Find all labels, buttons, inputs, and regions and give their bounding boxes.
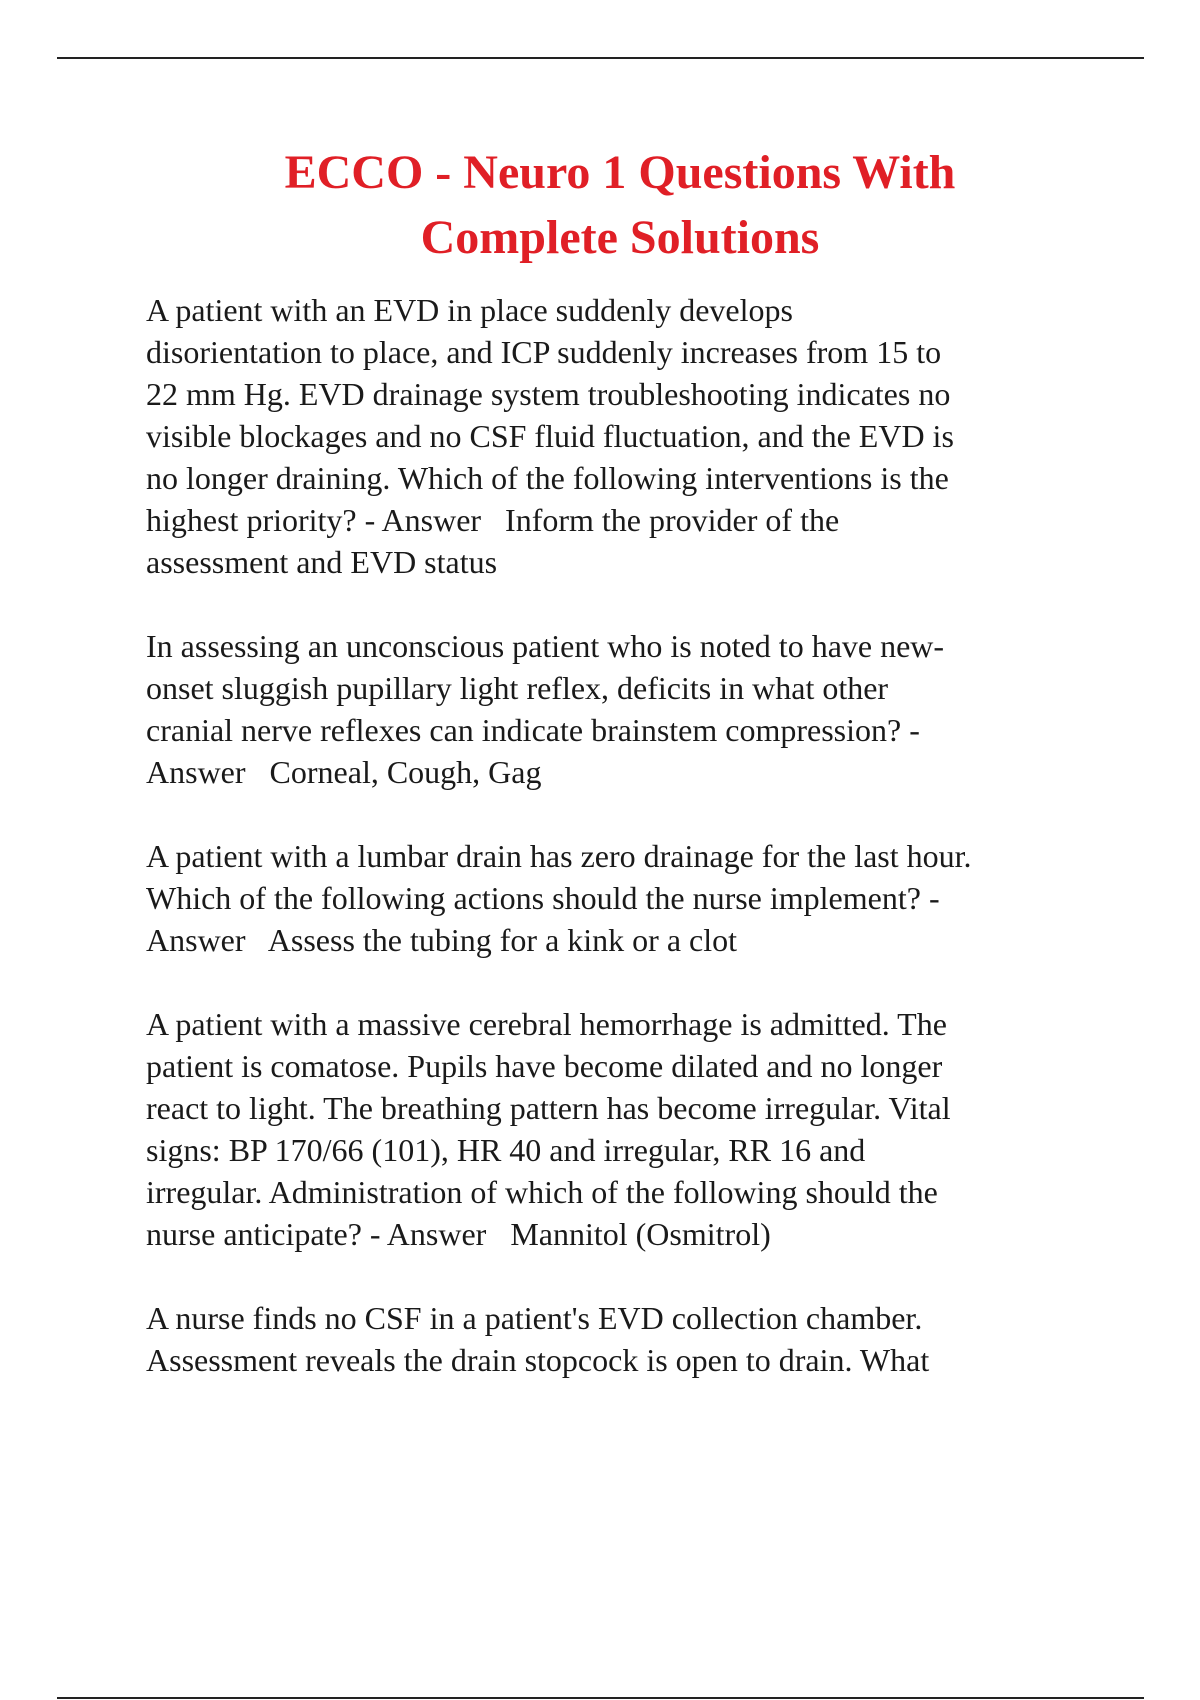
- qa-item-2: [146, 625, 1146, 793]
- qa-line: disorientation to place, and ICP suddenly increases from 15 to: [146, 334, 942, 370]
- qa-line: cranial nerve reflexes can indicate brainstem compression? -: [146, 712, 920, 748]
- qa-line: patient is comatose. Pupils have become dilated and no longer: [146, 1048, 943, 1084]
- title-line-2: Complete Solutions: [420, 211, 820, 264]
- qa-line: A patient with a massive cerebral hemorrhage is admitted. The: [146, 1006, 947, 1042]
- qa-line: highest priority? - Answer Inform the provider of the: [146, 502, 840, 538]
- bottom-divider: [57, 1697, 1144, 1699]
- qa-item-4: [146, 1003, 1146, 1255]
- qa-line: irregular. Administration of which of the following should the: [146, 1174, 938, 1210]
- qa-line: Answer Assess the tubing for a kink or a clot: [146, 922, 738, 958]
- qa-line: A nurse finds no CSF in a patient's EVD collection chamber.: [146, 1300, 923, 1336]
- qa-line: In assessing an unconscious patient who is noted to have new-: [146, 628, 945, 664]
- qa-line: Assessment reveals the drain stopcock is open to drain. What: [146, 1342, 930, 1378]
- qa-line: onset sluggish pupillary light reflex, deficits in what other: [146, 670, 889, 706]
- qa-line: A patient with a lumbar drain has zero drainage for the last hour.: [146, 838, 972, 874]
- qa-item-5: [146, 1297, 1146, 1381]
- qa-list: [146, 289, 1146, 1381]
- qa-line: signs: BP 170/66 (101), HR 40 and irregular, RR 16 and: [146, 1132, 866, 1168]
- qa-item-3: [146, 835, 1146, 961]
- qa-line: A patient with an EVD in place suddenly develops: [146, 292, 793, 328]
- qa-line: nurse anticipate? - Answer Mannitol (Osmitrol): [146, 1216, 771, 1252]
- qa-line: assessment and EVD status: [146, 544, 498, 580]
- document-title: [80, 140, 1160, 270]
- title-line-1: ECCO - Neuro 1 Questions With: [284, 146, 956, 199]
- qa-line: 22 mm Hg. EVD drainage system troubleshooting indicates no: [146, 376, 951, 412]
- qa-item-1: [146, 289, 1146, 583]
- top-divider: [57, 57, 1144, 59]
- qa-line: no longer draining. Which of the following interventions is the: [146, 460, 949, 496]
- qa-line: Answer Corneal, Cough, Gag: [146, 754, 542, 790]
- qa-line: visible blockages and no CSF fluid fluctuation, and the EVD is: [146, 418, 954, 454]
- qa-line: Which of the following actions should the nurse implement? -: [146, 880, 940, 916]
- qa-line: react to light. The breathing pattern has become irregular. Vital: [146, 1090, 951, 1126]
